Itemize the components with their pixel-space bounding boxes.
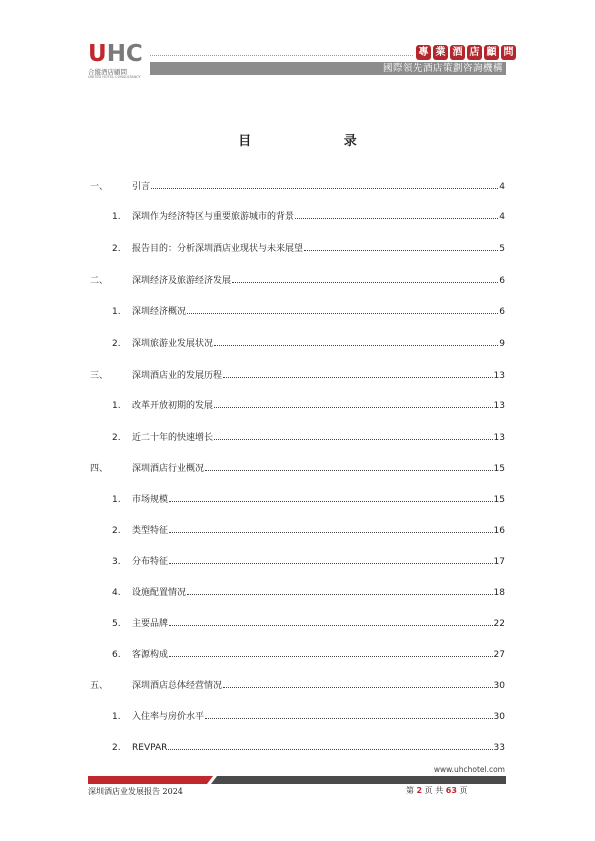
header-slogan bbox=[416, 45, 516, 60]
toc-entry-label: 市场规模 bbox=[132, 495, 169, 505]
toc-entry[interactable] bbox=[90, 303, 505, 317]
toc-entry-number: 5. bbox=[112, 619, 121, 629]
toc-leader-dots bbox=[169, 563, 493, 564]
toc-entry-number: 2. bbox=[112, 244, 121, 254]
logo-mark: UHC bbox=[88, 41, 143, 67]
toc-entry-label: 深圳酒店行业概况 bbox=[132, 464, 205, 474]
toc-entry-number: 2. bbox=[112, 526, 121, 536]
toc-entry-label: 改革开放初期的发展 bbox=[132, 401, 214, 411]
toc-entry[interactable] bbox=[90, 708, 505, 722]
toc-leader-dots bbox=[232, 282, 498, 283]
logo-english-name: UNITED HOTEL CONSULTANCY bbox=[88, 75, 141, 79]
toc-leader-dots bbox=[214, 439, 493, 440]
toc-entry-number: 6. bbox=[112, 650, 121, 660]
footer-url[interactable]: www.uhchotel.com bbox=[433, 765, 505, 774]
toc-entry[interactable] bbox=[90, 367, 505, 381]
header-tagline: 國際領先酒店策劃咨詢機構 bbox=[382, 63, 503, 74]
slogan-char: 酒 bbox=[450, 45, 465, 60]
toc-leader-dots bbox=[169, 501, 493, 502]
toc-entry[interactable] bbox=[90, 240, 505, 254]
toc-entry-page: 6 bbox=[499, 276, 505, 286]
toc-entry[interactable] bbox=[90, 739, 505, 753]
toc-entry-page: 5 bbox=[499, 244, 505, 254]
toc-leader-dots bbox=[214, 345, 498, 346]
toc-entry-number: 2. bbox=[112, 433, 121, 443]
toc-entry[interactable] bbox=[90, 553, 505, 567]
toc-leader-dots bbox=[214, 407, 493, 408]
toc-entry-number: 四、 bbox=[90, 464, 109, 474]
footer-report-name: 深圳酒店业发展报告 2024 bbox=[88, 787, 183, 796]
toc-entry-label: 引言 bbox=[132, 182, 151, 192]
toc-entry-page: 33 bbox=[493, 743, 505, 753]
toc-leader-dots bbox=[304, 250, 498, 251]
toc-entry[interactable] bbox=[90, 646, 505, 660]
toc-entry-number: 1. bbox=[112, 712, 121, 722]
uhc-logo bbox=[88, 41, 148, 79]
toc-entry-page: 30 bbox=[493, 712, 505, 722]
toc-title: 目 录 bbox=[238, 134, 401, 149]
toc-entry-label: 深圳旅游业发展状况 bbox=[132, 339, 214, 349]
header-bar bbox=[150, 62, 506, 75]
toc-entry-number: 4. bbox=[112, 588, 121, 598]
toc-entry-label: REVPAR bbox=[132, 743, 168, 753]
toc-entry-page: 18 bbox=[493, 588, 505, 598]
toc-entry-label: 深圳酒店业的发展历程 bbox=[132, 371, 223, 381]
toc-entry-page: 13 bbox=[493, 371, 505, 381]
toc-entry-page: 13 bbox=[493, 433, 505, 443]
toc-entry-page: 13 bbox=[493, 401, 505, 411]
slogan-char: 業 bbox=[433, 45, 448, 60]
toc-leader-dots bbox=[169, 625, 493, 626]
toc-entry-number: 2. bbox=[112, 339, 121, 349]
toc-entry-page: 30 bbox=[493, 681, 505, 691]
toc-entry-label: 深圳经济及旅游经济发展 bbox=[132, 276, 232, 286]
total-pages: 63 bbox=[445, 786, 457, 795]
toc-entry-label: 深圳作为经济特区与重要旅游城市的背景 bbox=[132, 212, 295, 222]
toc-leader-dots bbox=[223, 377, 493, 378]
toc-entry-page: 27 bbox=[493, 650, 505, 660]
toc-leader-dots bbox=[187, 594, 493, 595]
toc-entry[interactable] bbox=[90, 677, 505, 691]
toc-leader-dots bbox=[205, 718, 493, 719]
toc-entry-label: 主要品牌 bbox=[132, 619, 169, 629]
toc-leader-dots bbox=[205, 470, 493, 471]
toc-entry-number: 二、 bbox=[90, 276, 109, 286]
toc-entry-page: 9 bbox=[499, 339, 505, 349]
toc-entry-label: 近二十年的快速增长 bbox=[132, 433, 214, 443]
toc-entry[interactable] bbox=[90, 491, 505, 505]
toc-leader-dots bbox=[295, 218, 498, 219]
toc-entry[interactable] bbox=[90, 429, 505, 443]
slogan-char: 顧 bbox=[484, 45, 499, 60]
toc-entry[interactable] bbox=[90, 178, 505, 192]
toc-leader-dots bbox=[151, 188, 498, 189]
toc-entry[interactable] bbox=[90, 208, 505, 222]
toc-entry-label: 类型特征 bbox=[132, 526, 169, 536]
toc-entry-label: 分布特征 bbox=[132, 557, 169, 567]
current-page: 2 bbox=[416, 786, 423, 795]
toc-leader-dots bbox=[169, 656, 493, 657]
toc-entry-page: 4 bbox=[499, 182, 505, 192]
toc-entry-page: 17 bbox=[493, 557, 505, 567]
toc-entry[interactable] bbox=[90, 522, 505, 536]
toc-entry-page: 16 bbox=[493, 526, 505, 536]
logo-chinese-name: 合縱酒店顧問 bbox=[88, 68, 127, 76]
toc-entry-label: 深圳酒店总体经营情况 bbox=[132, 681, 223, 691]
toc-entry-number: 3. bbox=[112, 557, 121, 567]
toc-entry-label: 客源构成 bbox=[132, 650, 169, 660]
toc-entry-number: 2. bbox=[112, 743, 121, 753]
footer-bar bbox=[88, 776, 506, 784]
toc-entry-number: 五、 bbox=[90, 681, 109, 691]
toc-entry-page: 15 bbox=[493, 495, 505, 505]
toc-entry-page: 4 bbox=[499, 212, 505, 222]
toc-entry-number: 1. bbox=[112, 307, 121, 317]
footer-page-number: 第 2 页 共 63 页 bbox=[406, 786, 468, 795]
toc-entry-number: 三、 bbox=[90, 371, 109, 381]
toc-entry-number: 1. bbox=[112, 212, 121, 222]
slogan-char: 店 bbox=[467, 45, 482, 60]
toc-entry-number: 一、 bbox=[90, 182, 109, 192]
toc-entry-page: 22 bbox=[493, 619, 505, 629]
toc-entry-label: 深圳经济概况 bbox=[132, 307, 187, 317]
slogan-char: 專 bbox=[416, 45, 431, 60]
toc-leader-dots bbox=[168, 749, 492, 750]
toc-leader-dots bbox=[223, 687, 493, 688]
toc-entry-page: 6 bbox=[499, 307, 505, 317]
toc-leader-dots bbox=[187, 313, 498, 314]
slogan-char: 問 bbox=[501, 45, 516, 60]
toc-entry[interactable] bbox=[90, 615, 505, 629]
toc-entry-label: 报告目的：分析深圳酒店业现状与未来展望 bbox=[132, 244, 304, 254]
toc-entry[interactable] bbox=[90, 335, 505, 349]
toc-entry[interactable] bbox=[90, 460, 505, 474]
toc-entry-number: 1. bbox=[112, 495, 121, 505]
toc-entry[interactable] bbox=[90, 272, 505, 286]
header-dotted-line bbox=[150, 55, 413, 56]
toc-entry[interactable] bbox=[90, 584, 505, 598]
toc-leader-dots bbox=[169, 532, 493, 533]
toc-entry-page: 15 bbox=[493, 464, 505, 474]
toc-entry-label: 设施配置情况 bbox=[132, 588, 187, 598]
toc-entry[interactable] bbox=[90, 397, 505, 411]
toc-entry-label: 入住率与房价水平 bbox=[132, 712, 205, 722]
toc-entry-number: 1. bbox=[112, 401, 121, 411]
